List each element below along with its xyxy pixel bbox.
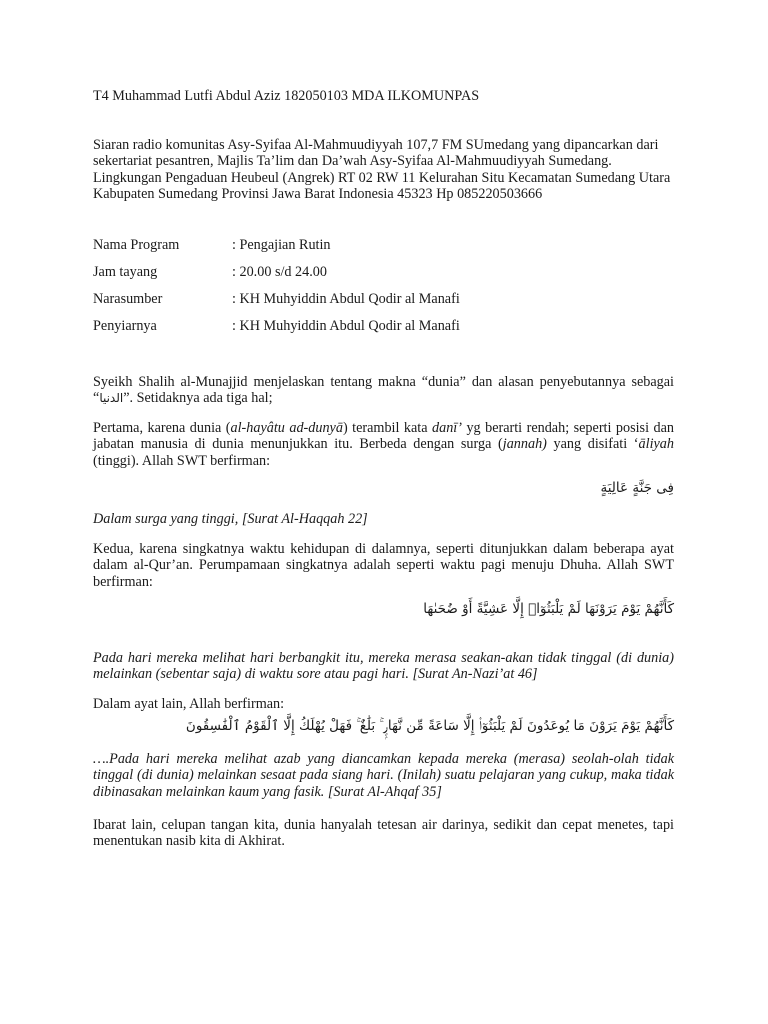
program-label: Narasumber [93,291,163,307]
verse-translation-naziat: Pada hari mereka melihat hari berbangkit itu, mereka merasa seakan-akan tidak tinggal (di dunia) melainkan (sebentar saja) di waktu sore atau pagi hari. [Surat An-Nazi’at 46] [93,650,674,683]
paragraph-first-reason: Pertama, karena dunia (al-hayâtu ad-dunyā) terambil kata danī’ yg berarti rendah; seperti posisi dan jabatan manusia di dunia menunjukkan itu. Berbeda dengan surga (jannah) yang disifati ‘āliyah (tinggi). Allah SWT berfirman: [93,420,674,469]
paragraph-another-verse: Dalam ayat lain, Allah berfirman: [93,696,285,712]
program-label: Nama Program [93,237,180,253]
program-label: Penyiarnya [93,318,157,334]
paragraph-dunia-meaning: Syeikh Shalih al-Munajjid menjelaskan tentang makna “dunia” dan alasan penyebutannya sebagai “الدنيا”. Setidaknya ada tiga hal; [93,374,674,407]
program-row-broadcaster [93,318,674,334]
program-value: : 20.00 s/d 24.00 [232,264,327,280]
arabic-verse-haqqah: فِى جَنَّةٍ عَالِيَةٍ [600,480,674,496]
document-header: T4 Muhammad Lutfi Abdul Aziz 182050103 MDA ILKOMUNPAS [93,88,480,104]
program-row-time [93,264,674,280]
paragraph-second-reason: Kedua, karena singkatnya waktu kehidupan di dalamnya, seperti ditunjukkan dalam beberapa ayat dalam al-Qur’an. Perumpamaan singkatnya adalah seperti waktu pagi menuju Dhuha. Allah SWT berfirman: [93,541,674,590]
arabic-verse-ahqaf: كَأَنَّهُمْ يَوْمَ يَرَوْنَ مَا يُوعَدُونَ لَمْ يَلْبَثُوٓا۟ إِلَّا سَاعَةً مِّن نَّهَارٍۭ ۚ بَلَٰغٌ ۚ فَهَلْ يُهْلَكُ إِلَّا ٱلْقَوْمُ ٱلْفَٰسِقُونَ [185,718,674,734]
program-value: : KH Muhyiddin Abdul Qodir al Manafi [232,291,460,307]
verse-translation-ahqaf: ….Pada hari mereka melihat azab yang diancamkan kepada mereka (merasa) seolah-olah tidak tinggal (di dunia) melainkan sesaat pada siang hari. (Inilah) suatu pelajaran yang cukup, maka tidak dibinasakan melainkan kaum yang fasik. [Surat Al-Ahqaf 35] [93,751,674,800]
program-value: : Pengajian Rutin [232,237,331,253]
verse-translation-haqqah: Dalam surga yang tinggi, [Surat Al-Haqqah 22] [93,511,368,527]
arabic-word-dunya: الدنيا [99,391,124,406]
paragraph-analogy: Ibarat lain, celupan tangan kita, dunia hanyalah tetesan air darinya, sedikit dan cepat menetes, tapi menentukan nasib kita di Akhirat. [93,817,674,850]
program-row-name [93,237,674,253]
program-row-speaker [93,291,674,307]
arabic-verse-naziat: كَأَنَّهُمْ يَوْمَ يَرَوْنَهَا لَمْ يَلْبَثُوٓا۟ إِلَّا عَشِيَّةً أَوْ ضُحَىٰهَا [423,601,674,617]
program-label: Jam tayang [93,264,158,280]
intro-paragraph: Siaran radio komunitas Asy-Syifaa Al-Mahmuudiyyah 107,7 FM SUmedang yang dipancarkan dari sekertariat pesantren, Majlis Ta’lim dan Da’wah Asy-Syifaa Al-Mahmuudiyyah Sumedang. Lingkungan Pengaduan Heubeul (Angrek) RT 02 RW 11 Kelurahan Situ Kecamatan Sumedang Utara Kabupaten Sumedang Provinsi Jawa Barat Indonesia 45323 Hp 085220503666 [93,137,671,203]
program-value: : KH Muhyiddin Abdul Qodir al Manafi [232,318,460,334]
